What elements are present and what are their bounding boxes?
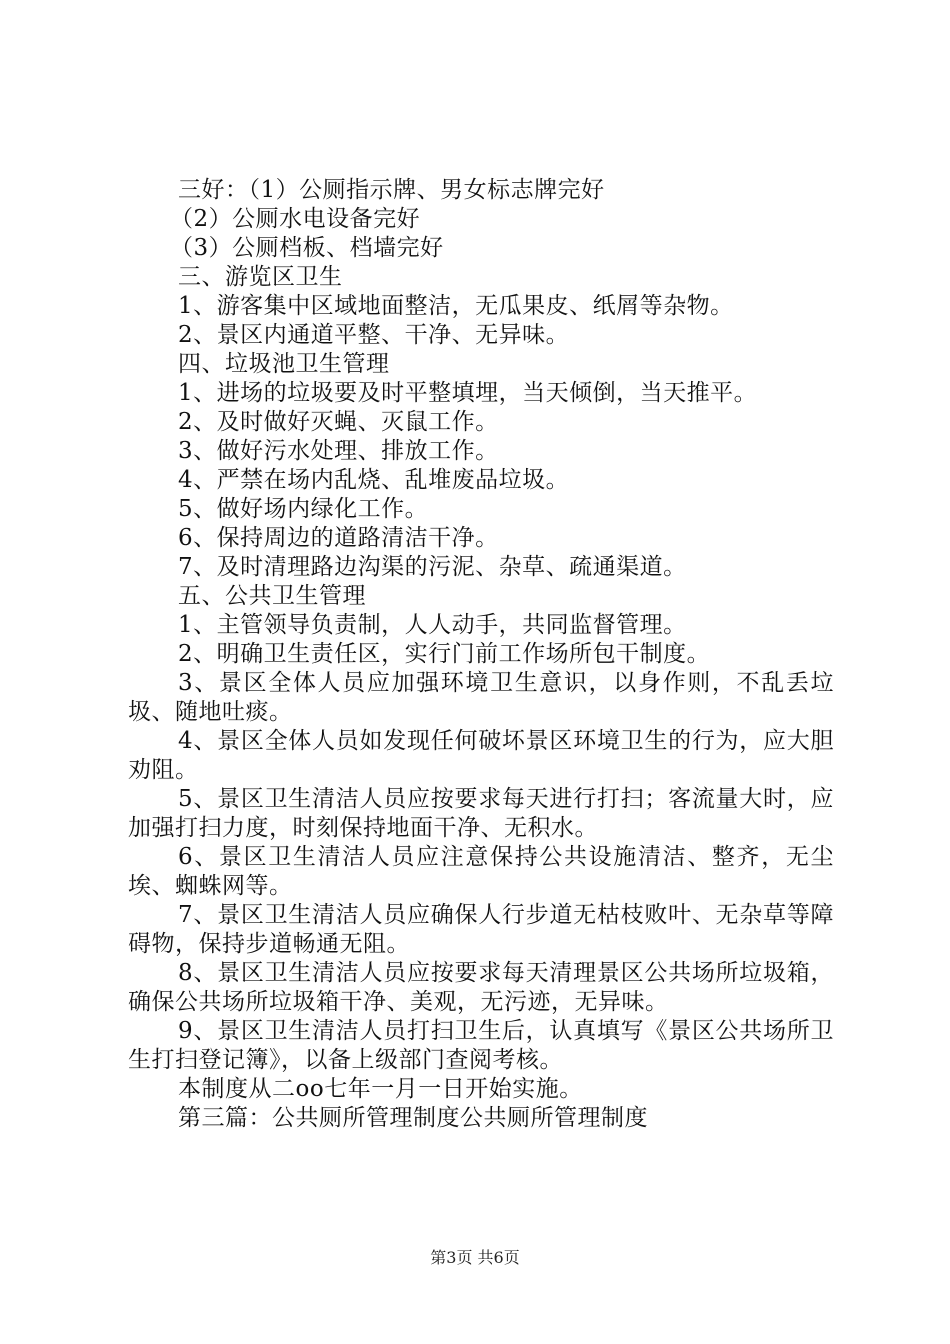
body-paragraph: 2、明确卫生责任区，实行门前工作场所包干制度。 [178,641,711,667]
body-paragraph: 7、景区卫生清洁人员应确保人行步道无枯枝败叶、无杂草等障碍物，保持步道畅通无阻。 [128,902,834,957]
section-heading: 五、公共卫生管理 [178,583,366,609]
body-paragraph: 1、游客集中区域地面整洁，无瓜果皮、纸屑等杂物。 [178,293,734,319]
body-paragraph: 5、做好场内绿化工作。 [178,496,429,522]
body-paragraph: 1、主管领导负责制，人人动手，共同监督管理。 [178,612,687,638]
body-paragraph: （3）公厕档板、档墙完好 [170,235,444,261]
section-heading: 四、垃圾池卫生管理 [178,351,390,377]
body-paragraph: 3、景区全体人员应加强环境卫生意识，以身作则，不乱丢垃圾、随地吐痰。 [128,670,834,725]
page-number-footer: 第3页 共6页 [430,1248,520,1267]
body-paragraph: 5、景区卫生清洁人员应按要求每天进行打扫；客流量大时，应加强打扫力度，时刻保持地面干净、无积水。 [128,786,834,841]
body-paragraph: 三好：（1）公厕指示牌、男女标志牌完好 [178,177,605,203]
body-paragraph: 4、景区全体人员如发现任何破坏景区环境卫生的行为，应大胆劝阻。 [128,728,834,783]
section-heading: 三、游览区卫生 [178,264,343,290]
body-paragraph: 1、进场的垃圾要及时平整填埋，当天倾倒，当天推平。 [178,380,758,406]
document-body [128,176,834,1133]
body-paragraph: 8、景区卫生清洁人员应按要求每天清理景区公共场所垃圾箱，确保公共场所垃圾箱干净、美观，无污迹，无异味。 [128,960,834,1015]
chapter-heading: 第三篇：公共厕所管理制度公共厕所管理制度 [178,1105,648,1131]
body-paragraph: 本制度从二oo七年一月一日开始实施。 [178,1076,583,1102]
body-paragraph: 7、及时清理路边沟渠的污泥、杂草、疏通渠道。 [178,554,687,580]
body-paragraph: 3、做好污水处理、排放工作。 [178,438,499,464]
body-paragraph: （2）公厕水电设备完好 [170,206,421,232]
body-paragraph: 6、景区卫生清洁人员应注意保持公共设施清洁、整齐，无尘埃、蜘蛛网等。 [128,844,834,899]
body-paragraph: 2、及时做好灭蝇、灭鼠工作。 [178,409,499,435]
body-paragraph: 6、保持周边的道路清洁干净。 [178,525,499,551]
body-paragraph: 4、严禁在场内乱烧、乱堆废品垃圾。 [178,467,570,493]
body-paragraph: 2、景区内通道平整、干净、无异味。 [178,322,570,348]
body-paragraph: 9、景区卫生清洁人员打扫卫生后，认真填写《景区公共场所卫生打扫登记簿》，以备上级部门查阅考核。 [128,1018,834,1073]
